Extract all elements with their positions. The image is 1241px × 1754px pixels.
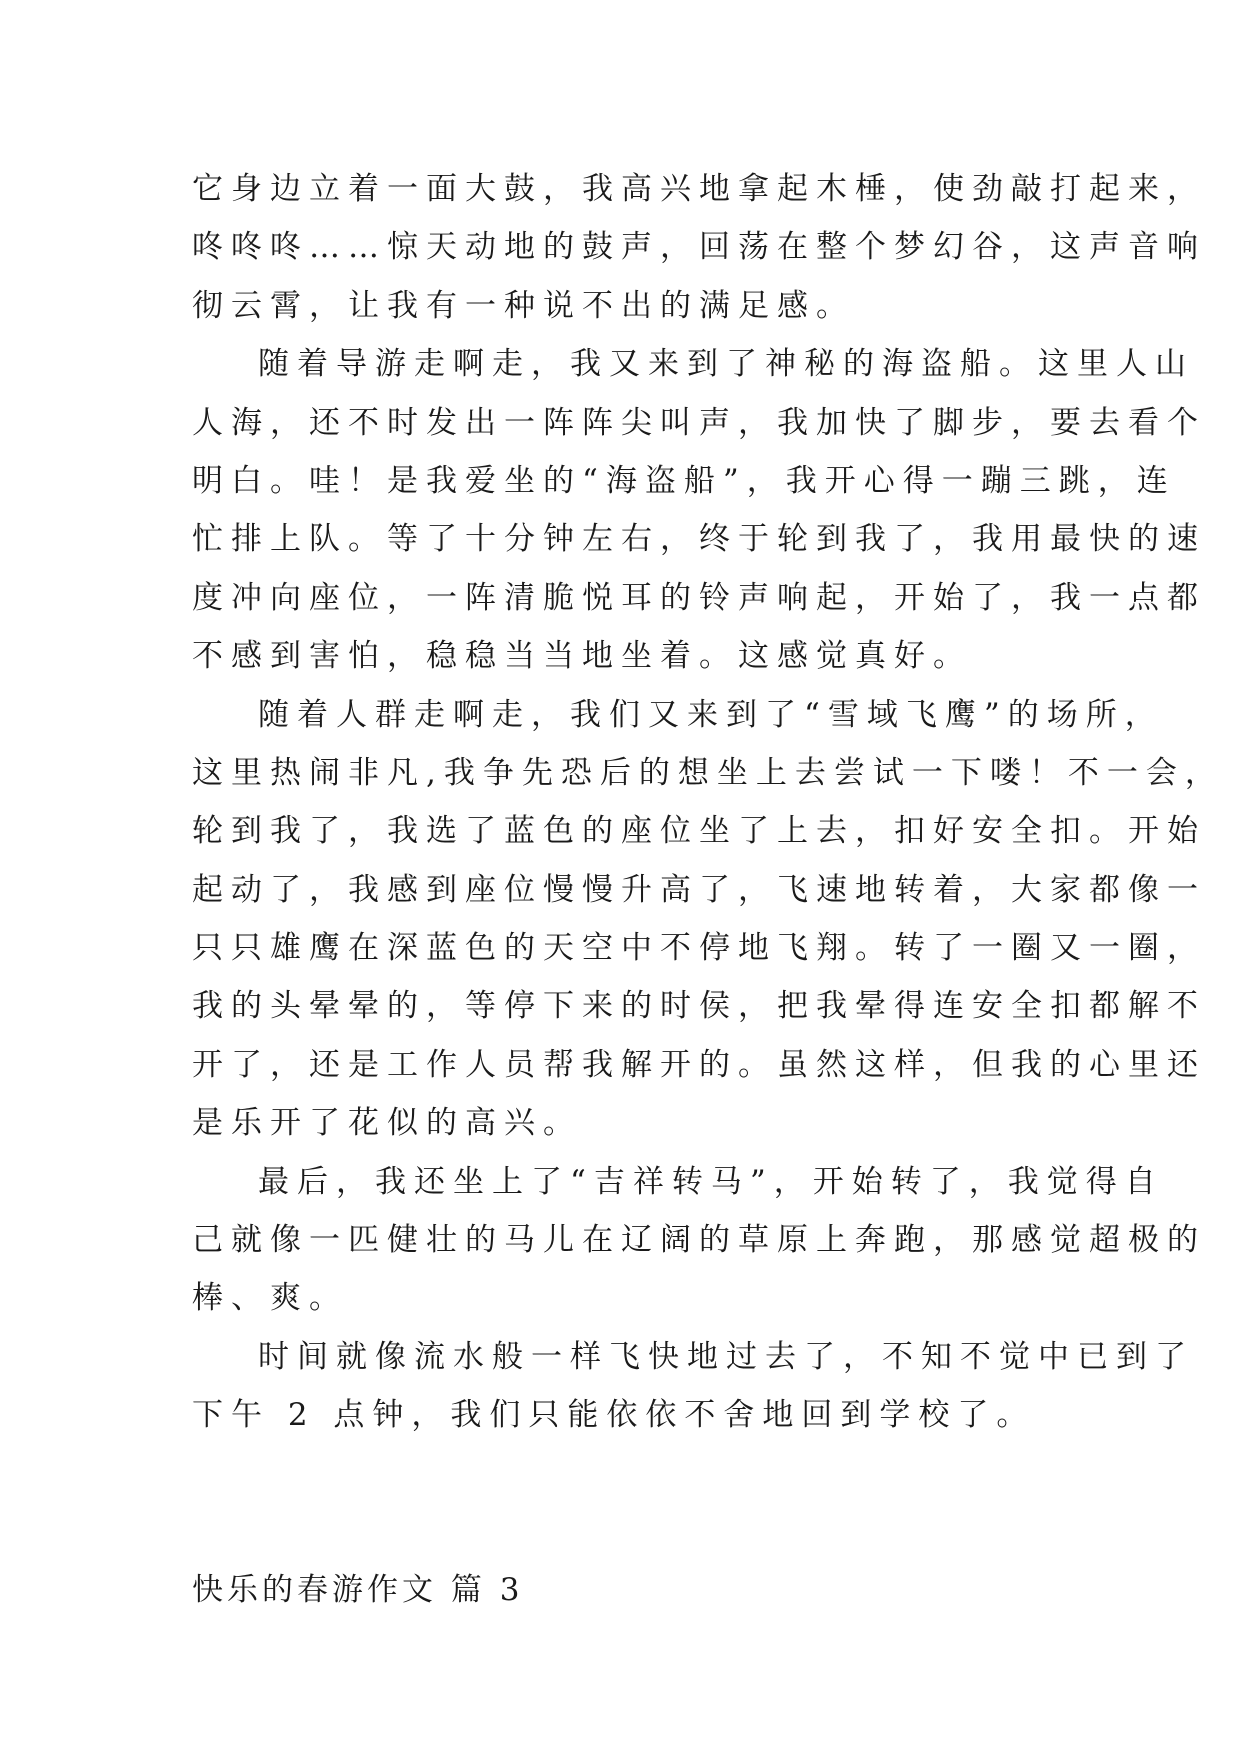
paragraph-line: 己就像一匹健壮的马儿在辽阔的草原上奔跑，那感觉超极的	[192, 1222, 1206, 1259]
paragraph-line: 轮到我了，我选了蓝色的座位坐了上去，扣好安全扣。开始	[192, 813, 1206, 850]
paragraph-line: 忙排上队。等了十分钟左右，终于轮到我了，我用最快的速	[192, 521, 1206, 558]
paragraph-line: 不感到害怕，稳稳当当地坐着。这感觉真好。	[192, 638, 972, 675]
paragraph-line: 起动了，我感到座位慢慢升高了，飞速地转着，大家都像一	[192, 871, 1206, 908]
paragraph-1	[192, 160, 1206, 335]
paragraph-line: 开了，还是工作人员帮我解开的。虽然这样，但我的心里还	[192, 1046, 1206, 1083]
section-spacer	[192, 1445, 1052, 1561]
paragraph-line: 明白。哇！是我爱坐的“海盗船”，我开心得一蹦三跳，连	[192, 462, 1176, 499]
paragraph-line: 随着导游走啊走，我又来到了神秘的海盗船。这里人山	[258, 346, 1194, 383]
paragraph-line: 彻云霄，让我有一种说不出的满足感。	[192, 287, 855, 324]
section-heading: 快乐的春游作文 篇 3	[192, 1571, 524, 1608]
paragraph-line: 时间就像流水般一样飞快地过去了，不知不觉中已到了	[258, 1338, 1194, 1375]
paragraph-line: 只只雄鹰在深蓝色的天空中不停地飞翔。转了一圈又一圈，	[192, 930, 1206, 967]
paragraph-line: 是乐开了花似的高兴。	[192, 1105, 582, 1142]
paragraph-line: 咚咚咚……惊天动地的鼓声，回荡在整个梦幻谷，这声音响	[192, 229, 1206, 266]
paragraph-line: 度冲向座位，一阵清脆悦耳的铃声响起，开始了，我一点都	[192, 579, 1206, 616]
paragraph-line: 棒、爽。	[192, 1280, 348, 1317]
paragraph-3	[192, 686, 1224, 1153]
document-body	[192, 160, 1224, 1619]
paragraph-line: 随着人群走啊走，我们又来到了“雪域飞鹰”的场所，	[258, 696, 1164, 733]
paragraph-line: 下午 2 点钟，我们只能依依不舍地回到学校了。	[192, 1397, 1036, 1434]
paragraph-line: 最后，我还坐上了“吉祥转马”，开始转了，我觉得自	[258, 1163, 1164, 1200]
paragraph-5	[192, 1328, 1194, 1445]
paragraph-line: 这里热闹非凡,我争先恐后的想坐上去尝试一下喽！不一会，	[192, 754, 1224, 791]
paragraph-line: 人海，还不时发出一阵阵尖叫声，我加快了脚步，要去看个	[192, 404, 1206, 441]
paragraph-line: 它身边立着一面大鼓，我高兴地拿起木棰，使劲敲打起来，	[192, 171, 1206, 207]
paragraph-4	[192, 1153, 1206, 1328]
paragraph-line: 我的头晕晕的，等停下来的时侯，把我晕得连安全扣都解不	[192, 988, 1206, 1025]
paragraph-2	[192, 335, 1206, 685]
